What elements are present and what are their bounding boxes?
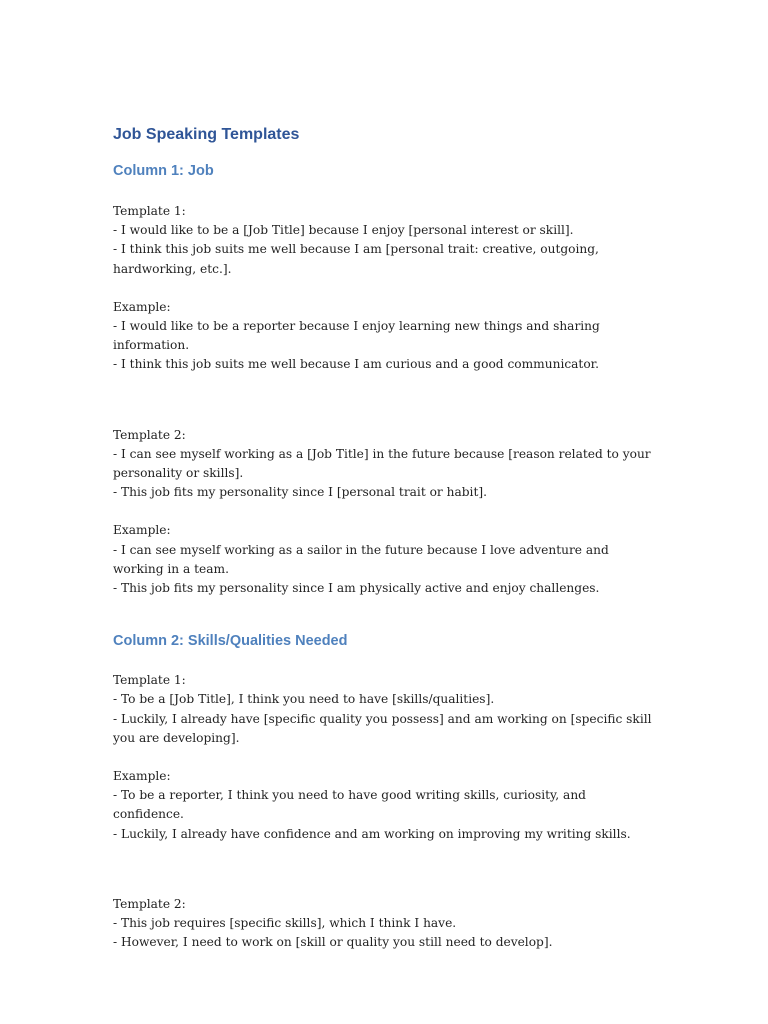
c1-example-2-line-1: - I can see myself working as a sailor in the future because I love adventure and working in a team. — [113, 542, 609, 576]
c2-example-1-line-1: - To be a reporter, I think you need to have good writing skills, curiosity, and confidence. — [113, 788, 586, 822]
c2-template-2-line-1: - This job requires [specific skills], which I think I have. — [113, 916, 457, 931]
c1-template-1-line-1: - I would like to be a [Job Title] because I enjoy [personal interest or skill]. — [113, 223, 574, 238]
c1-template-2-block — [113, 426, 658, 503]
c1-template-1-block — [113, 202, 658, 279]
c1-template-2-label: Template 2: — [113, 427, 186, 442]
c1-example-1-label: Example: — [113, 299, 171, 314]
c2-template-1-line-2: - Luckily, I already have [specific quality you possess] and am working on [specific skill you are developing]. — [113, 711, 652, 745]
c2-template-2-line-2: - However, I need to work on [skill or quality you still need to develop]. — [113, 935, 553, 950]
c1-template-2-line-2: - This job fits my personality since I [personal trait or habit]. — [113, 485, 487, 500]
document-content — [113, 124, 658, 952]
c1-template-1-label: Template 1: — [113, 204, 186, 218]
c1-template-2-line-1: - I can see myself working as a [Job Title] in the future because [reason related to your personality or skills]. — [113, 446, 651, 481]
column-1-heading: Column 1: Job — [113, 163, 214, 179]
c2-template-2-block — [113, 895, 658, 953]
c1-example-2-block — [113, 521, 658, 598]
c2-example-1-line-2: - Luckily, I already have confidence and am working on improving my writing skills. — [113, 826, 631, 841]
c2-template-1-block — [113, 671, 658, 748]
c2-example-1-label: Example: — [113, 769, 171, 784]
c1-example-1-block — [113, 298, 658, 375]
column-2-heading: Column 2: Skills/Qualities Needed — [113, 633, 348, 650]
c1-example-2-line-2: - This job fits my personality since I am physically active and enjoy challenges. — [113, 581, 600, 596]
c1-example-1-line-1: - I would like to be a reporter because I enjoy learning new things and sharing information. — [113, 319, 600, 353]
c2-template-1-line-1: - To be a [Job Title], I think you need to have [skills/qualities]. — [113, 692, 495, 707]
document-title: Job Speaking Templates — [113, 126, 300, 143]
c2-template-1-label: Template 1: — [113, 673, 186, 688]
c1-template-1-line-2: - I think this job suits me well because I am [personal trait: creative, outgoing, hardworking, etc.]. — [113, 242, 599, 276]
c2-template-2-label: Template 2: — [113, 896, 186, 911]
c1-example-2-label: Example: — [113, 523, 171, 538]
c2-example-1-block — [113, 767, 658, 844]
c1-example-1-line-2: - I think this job suits me well because I am curious and a good communicator. — [113, 357, 600, 372]
